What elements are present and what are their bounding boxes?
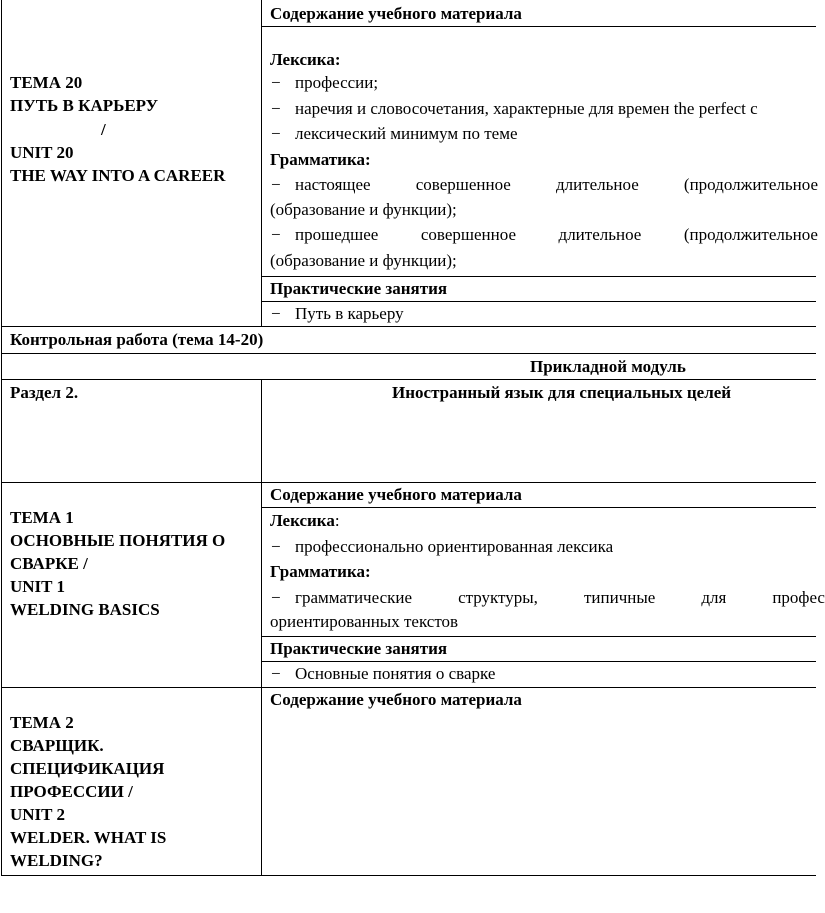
grammar-word: совершенное (415, 175, 511, 194)
topic2-title-line: СВАРЩИК. (10, 736, 104, 755)
topic20-title-line: THE WAY INTO A CAREER (10, 166, 226, 185)
grammar-word: грамматические (295, 588, 413, 607)
bullet-dash: − (271, 664, 281, 683)
practice-label: Практические занятия (270, 279, 448, 298)
lexis-label-line (270, 509, 340, 532)
grammar-word: структуры, (458, 588, 538, 607)
grammar-word: для (701, 588, 727, 607)
grammar-item-line (295, 586, 825, 609)
topic2-title-line: WELDING? (10, 851, 103, 870)
topic1-title-line: СВАРКЕ / (10, 554, 88, 573)
lexis-label: Лексика (270, 511, 335, 530)
row-line-control (1, 326, 816, 327)
lexis-item: лексический минимум по теме (295, 124, 518, 143)
row-line-header2 (261, 507, 816, 508)
topic2-title-line: UNIT 2 (10, 805, 65, 824)
lexis-item: профессионально ориентированная лексика (295, 537, 614, 556)
content-header: Содержание учебного материала (270, 690, 522, 709)
bullet-dash: − (271, 73, 281, 92)
grammar-item-continuation: ориентированных текстов (270, 612, 459, 631)
grammar-word: настоящее (295, 175, 371, 194)
bullet-dash: − (271, 225, 281, 244)
grammar-item-line (295, 173, 818, 196)
grammar-word: (продолжительное (683, 225, 818, 244)
control-work-label: Контрольная работа (тема 14-20) (10, 330, 264, 349)
practice-label: Практические занятия (270, 639, 448, 658)
row-line-applied-bottom (1, 379, 816, 380)
topic20-title-line: ПУТЬ В КАРЬЕРУ (10, 96, 159, 115)
grammar-word: типичные (583, 588, 656, 607)
grammar-word: совершенное (420, 225, 516, 244)
grammar-word: прошедшее (295, 225, 379, 244)
grammar-item-continuation: (образование и функции); (270, 200, 457, 219)
topic20-title-line: / (101, 120, 106, 139)
topic2-title-line: СПЕЦИФИКАЦИЯ (10, 759, 165, 778)
bullet-dash: − (271, 124, 281, 143)
topic1-title-line: ТЕМА 1 (10, 508, 74, 527)
topic1-title-line: WELDING BASICS (10, 600, 160, 619)
row-line-header1 (261, 26, 816, 27)
lexis-item: профессии; (295, 73, 379, 92)
lexis-item: наречия и словосочетания, характерные для времен the perfect c (295, 99, 758, 118)
content-header: Содержание учебного материала (270, 4, 522, 23)
grammar-word: профес (772, 588, 825, 607)
bullet-dash: − (271, 304, 281, 323)
grammar-label: Грамматика: (270, 150, 371, 169)
bullet-dash: − (271, 537, 281, 556)
topic1-title-line: UNIT 1 (10, 577, 65, 596)
topic2-title-line: ТЕМА 2 (10, 713, 74, 732)
applied-module-label: Прикладной модуль (530, 357, 686, 376)
bullet-dash: − (271, 588, 281, 607)
topic20-title-line: UNIT 20 (10, 143, 74, 162)
topic2-title-line: WELDER. WHAT IS (10, 828, 167, 847)
bullet-dash: − (271, 175, 281, 194)
table-bottom-border (1, 875, 816, 876)
table-left-border (1, 0, 2, 876)
row-line-applied-top (1, 353, 816, 354)
column-divider-top (261, 0, 262, 327)
grammar-word: (продолжительное (683, 175, 818, 194)
column-divider-bottom (261, 379, 262, 876)
lexis-label: Лексика: (270, 50, 341, 69)
practice-item: Основные понятия о сварке (295, 664, 496, 683)
section2-label: Раздел 2. (10, 383, 79, 402)
grammar-item-line (295, 223, 818, 246)
practice-item: Путь в карьеру (295, 304, 404, 323)
section2-title: Иностранный язык для специальных целей (392, 383, 732, 402)
grammar-word: длительное (558, 225, 642, 244)
content-header: Содержание учебного материала (270, 485, 522, 504)
grammar-label: Грамматика: (270, 562, 371, 581)
grammar-item-continuation: (образование и функции); (270, 251, 457, 270)
grammar-word: длительное (555, 175, 639, 194)
topic20-title-line: ТЕМА 20 (10, 73, 83, 92)
lexis-colon: : (334, 511, 340, 530)
topic1-title-line: ОСНОВНЫЕ ПОНЯТИЯ О (10, 531, 226, 550)
bullet-dash: − (271, 99, 281, 118)
topic2-title-line: ПРОФЕССИИ / (10, 782, 133, 801)
